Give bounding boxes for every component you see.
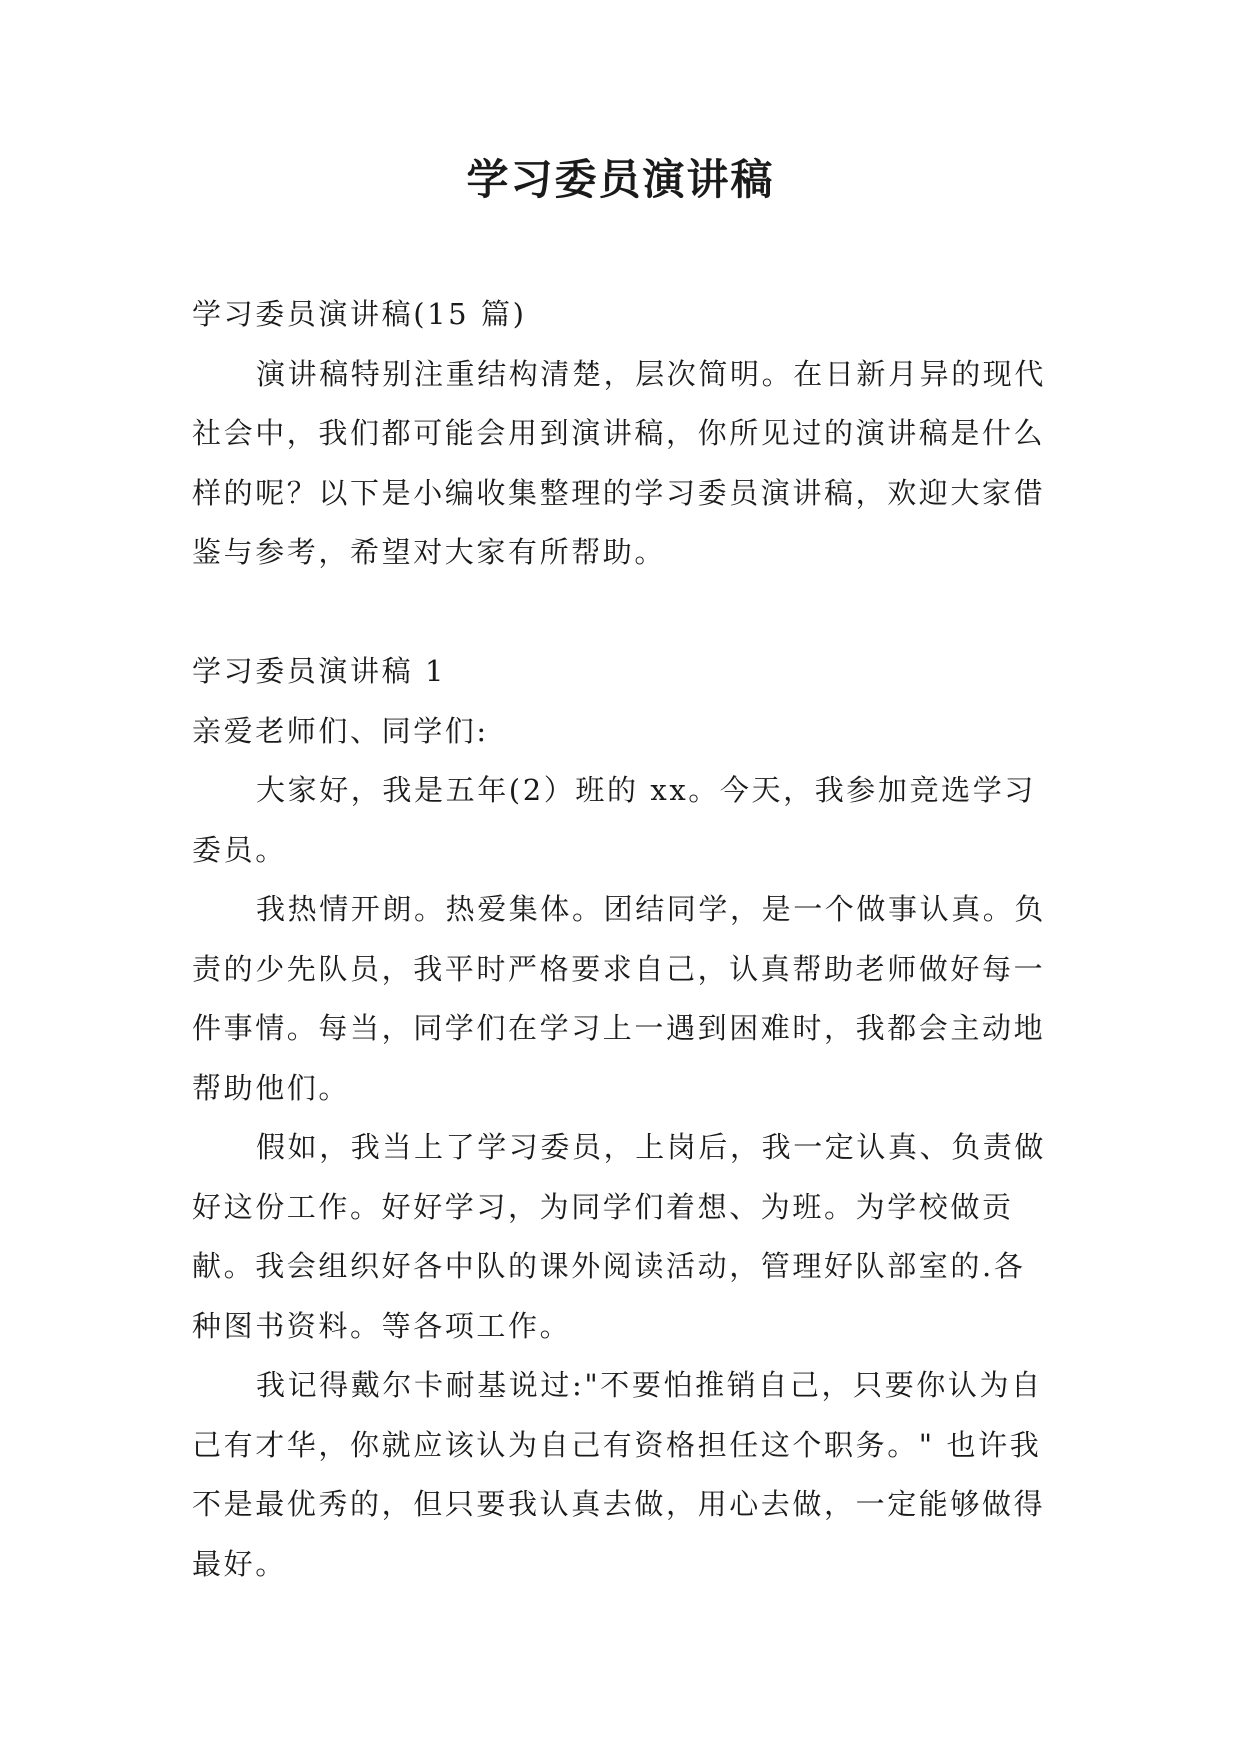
salutation: 亲爱老师们、同学们: <box>192 713 489 748</box>
body-paragraph: 假如，我当上了学习委员，上岗后，我一定认真、负责做好这份工作。好好学习，为同学们着想、为班。为学校做贡献。我会组织好各中队的课外阅读活动，管理好队部室的.各种图书资料。等各项工作。 <box>192 1130 1047 1343</box>
body-paragraph: 我记得戴尔卡耐基说过:"不要怕推销自己，只要你认为自己有才华，你就应该认为自己有资格担任这个职务。" 也许我不是最优秀的，但只要我认真去做，用心去做，一定能够做得最好。 <box>192 1368 1046 1581</box>
intro-paragraph: 演讲稿特别注重结构清楚，层次简明。在日新月异的现代社会中，我们都可能会用到演讲稿，你所见过的演讲稿是什么样的呢？以下是小编收集整理的学习委员演讲稿，欢迎大家借鉴与参考，希望对大家有所帮助。 <box>192 356 1047 569</box>
document-body <box>192 285 1052 1594</box>
body-paragraph: 我热情开朗。热爱集体。团结同学，是一个做事认真。负责的少先队员，我平时严格要求自己，认真帮助老师做好每一件事情。每当，同学们在学习上一遇到困难时，我都会主动地帮助他们。 <box>192 892 1047 1105</box>
paragraph-gap <box>192 583 1052 643</box>
document-title: 学习委员演讲稿 <box>466 155 775 204</box>
document-subtitle: 学习委员演讲稿(15 篇) <box>192 297 527 331</box>
section-heading: 学习委员演讲稿 1 <box>192 654 447 688</box>
body-paragraph: 大家好，我是五年(2）班的 xx。今天，我参加竞选学习委员。 <box>192 773 1036 867</box>
